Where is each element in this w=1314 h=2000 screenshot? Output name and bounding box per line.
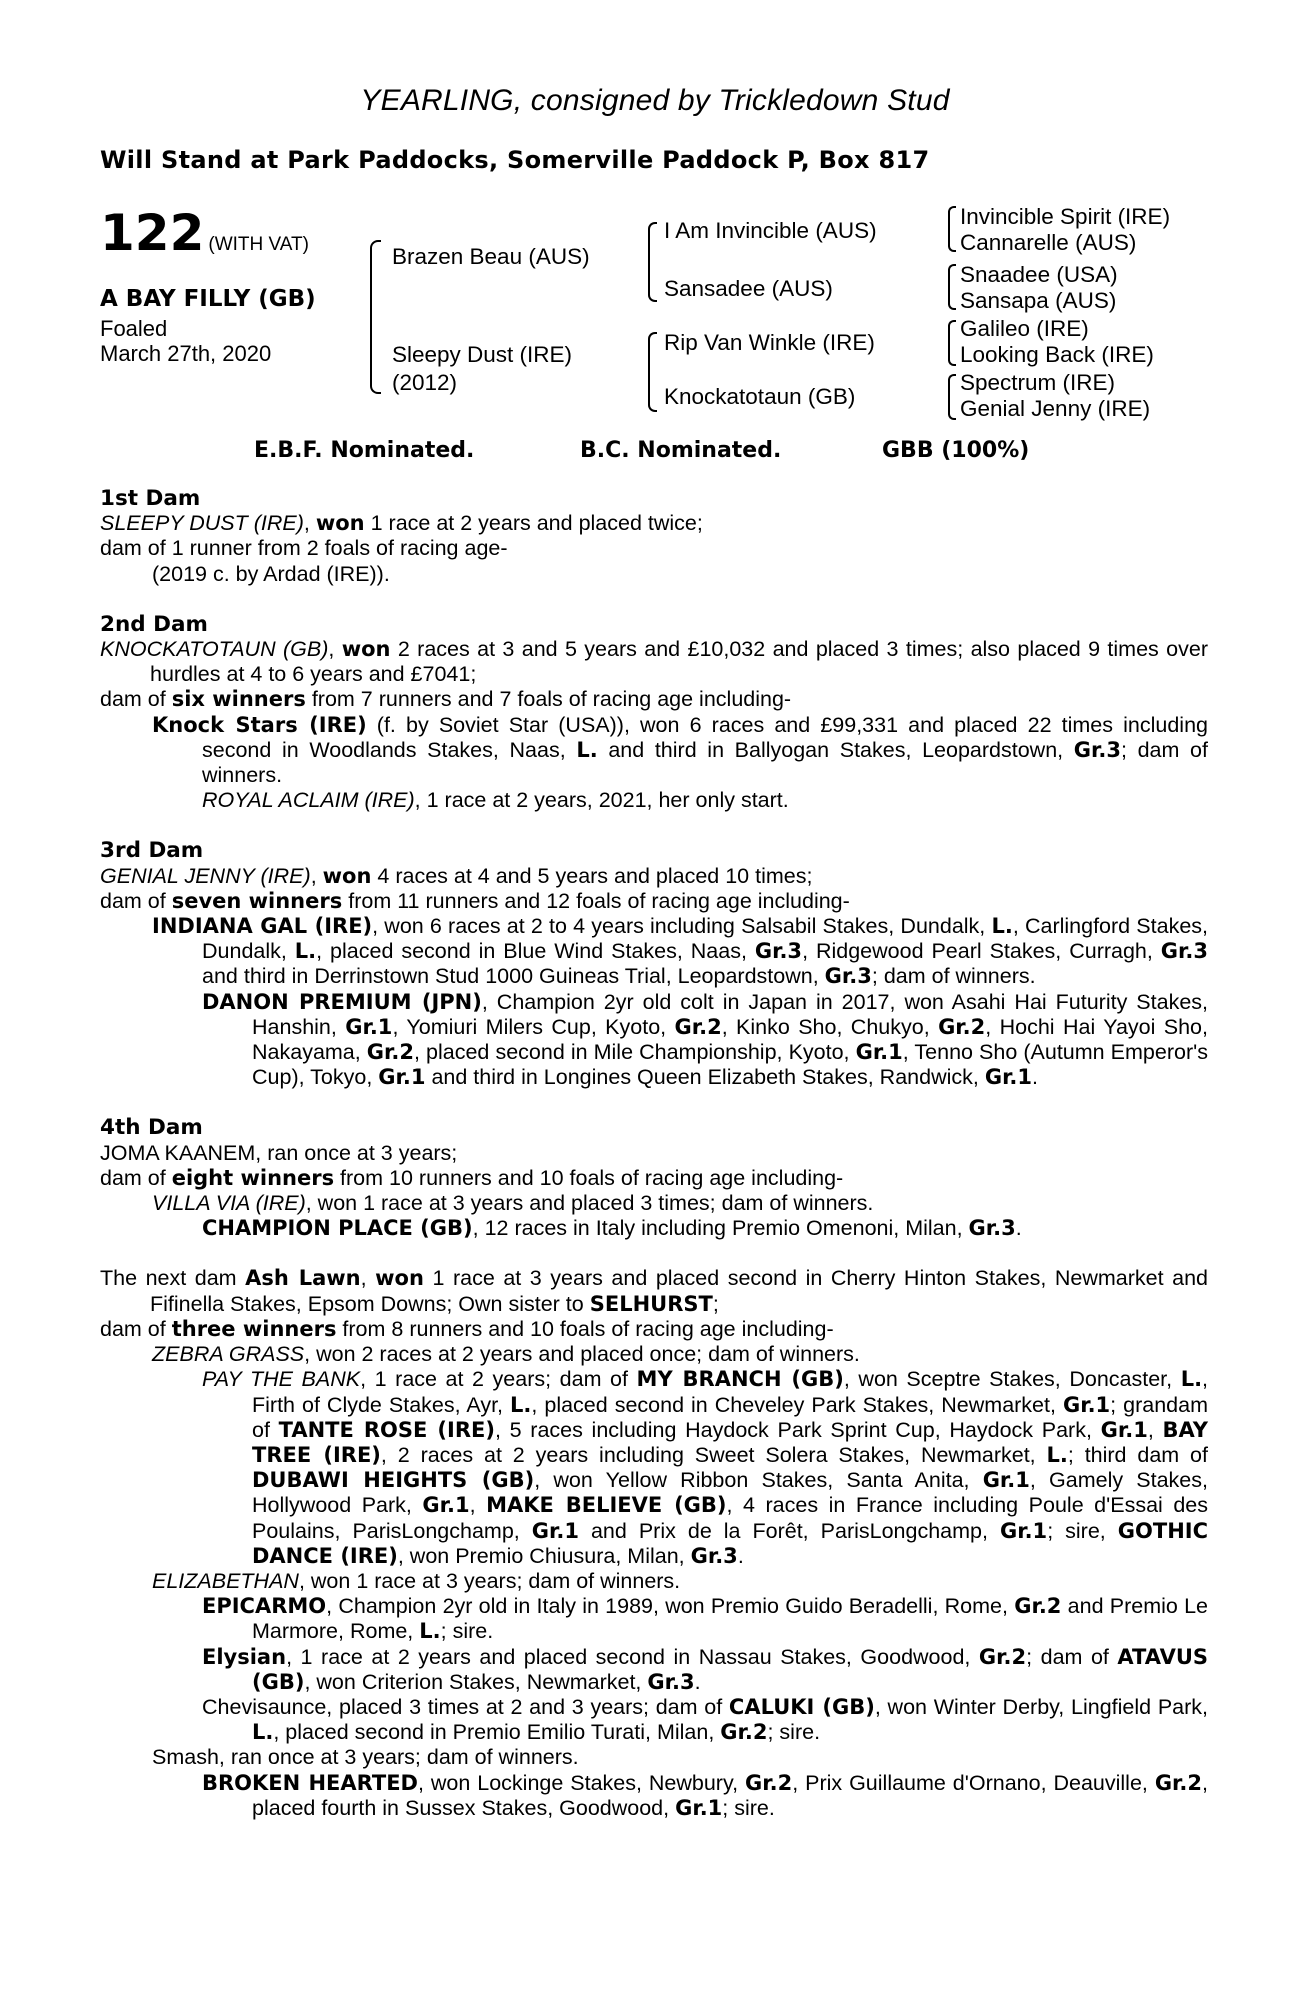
next-dam-runner-elysian: [202, 1645, 1208, 1695]
text-fragment: .: [694, 1669, 701, 1694]
grade-label: Gr.1: [982, 1468, 1030, 1493]
text-fragment: ,: [469, 1493, 487, 1518]
text-fragment: ,: [328, 637, 342, 662]
text-fragment: , 2 races at 2 years including Sweet Solera Stakes, Newmarket,: [380, 1442, 1047, 1467]
ebf-nominated: E.B.F. Nominated.: [254, 438, 475, 463]
text-fragment: from 11 runners and 12 foals of racing age including-: [342, 888, 850, 913]
first-dam-name: SLEEPY DUST (IRE): [100, 511, 304, 536]
text-fragment: , won Winter Derby, Lingfield Park,: [874, 1694, 1208, 1719]
third-dam-runner-1: [152, 914, 1208, 990]
grade-label: Gr.1: [422, 1493, 470, 1518]
text-fragment: (f. by Soviet Star (USA)), won 6 races and £99,331 and placed 22 times including second in Woodlands Stakes, Naas,: [202, 712, 1208, 762]
grade-label: Gr.3: [690, 1543, 738, 1568]
text-fragment: ,: [310, 863, 323, 888]
next-dam-runner-brokenhearted: [202, 1771, 1208, 1821]
text-fragment: ; third dam of: [1067, 1442, 1208, 1467]
text-fragment: dam of: [100, 1316, 172, 1341]
grade-label: Gr.3: [1160, 939, 1208, 964]
grade-label: Gr.1: [345, 1014, 393, 1039]
grade-label: Gr.1: [378, 1065, 426, 1090]
text-fragment: , placed second in Mile Championship, Kyoto,: [414, 1040, 856, 1065]
pedigree-dam-year: (2012): [392, 370, 458, 395]
runner-name: INDIANA GAL (IRE): [152, 914, 373, 939]
pedigree-brace-dd: [948, 374, 956, 420]
next-dam-runner-epicarmo: [202, 1594, 1208, 1644]
text-fragment: , won Lockinge Stakes, Newbury,: [418, 1770, 746, 1795]
next-dam-line: [100, 1266, 1208, 1316]
pedigree-sss: Invincible Spirit (IRE): [960, 204, 1171, 229]
text-fragment: , 1 race at 2 years; dam of: [360, 1367, 637, 1392]
runner-name: Knock Stars (IRE): [152, 712, 367, 737]
pedigree-dds: Spectrum (IRE): [960, 370, 1116, 395]
grade-label: Gr.2: [978, 1644, 1027, 1669]
pedigree-brace-sd: [948, 264, 956, 310]
text-fragment: , Champion 2yr old in Italy in 1989, won Premio Guido Beradelli, Rome,: [326, 1594, 1015, 1619]
second-dam-runner-1: [152, 713, 1208, 789]
text-fragment: dam of: [100, 888, 172, 913]
third-dam-produce: [100, 889, 1208, 914]
lot-number: 122: [100, 204, 205, 262]
text-fragment: , won 1 race at 3 years and placed 3 times; dam of winners.: [305, 1191, 874, 1216]
pedigree-dsd: Looking Back (IRE): [960, 342, 1154, 367]
runner-name: DANON PREMIUM (JPN): [202, 989, 482, 1014]
grade-label: Gr.2: [674, 1014, 722, 1039]
text-fragment: Chevisaunce, placed 3 times at 2 and 3 years; dam of: [202, 1694, 729, 1719]
horse-name: A BAY FILLY (GB): [100, 286, 316, 312]
runner-name: DUBAWI HEIGHTS (GB): [252, 1468, 535, 1493]
text-fragment: 1 race at 3 years and placed second in Cherry Hinton Stakes, Newmarket and Fifinella Stakes, Epsom Downs; Own sister to: [150, 1266, 1208, 1316]
first-dam-foal: (2019 c. by Ardad (IRE)).: [152, 561, 390, 586]
vat-label: (WITH VAT): [208, 234, 309, 255]
fourth-dam-produce: [100, 1166, 1208, 1191]
grade-label: L.: [252, 1720, 274, 1745]
text-fragment: , won 1 race at 3 years; dam of winners.: [298, 1568, 681, 1593]
text-fragment: , won Yellow Ribbon Stakes, Santa Anita,: [534, 1468, 983, 1493]
runner-name: ZEBRA GRASS: [152, 1342, 305, 1367]
grade-label: Gr.3: [968, 1216, 1016, 1241]
text-fragment: , placed second in Blue Wind Stakes, Naas,: [316, 939, 755, 964]
runner-name: ELIZABETHAN: [152, 1568, 299, 1593]
second-dam-name: KNOCKATOTAUN (GB): [100, 637, 329, 662]
third-dam-line: [100, 864, 1208, 889]
next-dam-runner-paythebank: [202, 1367, 1208, 1569]
text-fragment: ; grandam of: [252, 1392, 1208, 1442]
second-dam-heading: 2nd Dam: [100, 611, 208, 637]
text-fragment: , won Premio Chiusura, Milan,: [397, 1543, 691, 1568]
winners-count: six winners: [171, 687, 306, 712]
grade-label: Gr.1: [855, 1040, 903, 1065]
next-dam-runner-elizabethan: [152, 1569, 1208, 1594]
text-fragment: and third in Longines Queen Elizabeth Stakes, Randwick,: [425, 1065, 985, 1090]
spacer: [100, 813, 1208, 838]
third-dam-heading: 3rd Dam: [100, 838, 204, 864]
pedigree-ssd: Cannarelle (AUS): [960, 230, 1137, 255]
pedigree-sdd: Sansapa (AUS): [960, 288, 1117, 313]
text-fragment: and Premio Le Marmore, Rome,: [252, 1594, 1208, 1644]
pedigree-dam-sire: Rip Van Winkle (IRE): [664, 330, 875, 355]
text-fragment: , 5 races including Haydock Park Sprint Cup, Haydock Park,: [494, 1417, 1101, 1442]
text-fragment: 1 race at 2 years and placed twice;: [364, 511, 703, 536]
spacer: [100, 1241, 1208, 1266]
text-fragment: ,: [1147, 1417, 1163, 1442]
pedigree-brace-gen1: [370, 240, 381, 394]
lot-number-block: [100, 204, 309, 262]
pedigree-brace-sire: [648, 222, 657, 302]
text-fragment: , won 6 races at 2 to 4 years including Salsabil Stakes, Dundalk,: [372, 914, 992, 939]
grade-label: L.: [294, 939, 317, 964]
grade-label: Gr.3: [647, 1669, 695, 1694]
second-dam-line: [100, 637, 1208, 687]
text-fragment: , Tenno Sho (Autumn Emperor's Cup), Tokyo,: [252, 1040, 1208, 1090]
runner-name: EPICARMO: [202, 1594, 327, 1619]
grade-label: Gr.2: [366, 1040, 414, 1065]
pedigree-sire-sire: I Am Invincible (AUS): [664, 218, 877, 243]
runner-name: TANTE ROSE (IRE): [278, 1417, 495, 1442]
text-fragment: ; dam of winners.: [871, 964, 1036, 989]
winners-count: seven winners: [171, 888, 343, 913]
text-fragment: , Yomiuri Milers Cup, Kyoto,: [392, 1014, 675, 1039]
text-fragment: 2 races at 3 and 5 years and £10,032 and placed 3 times; also placed 9 times over hurdles at 4 to 6 years and £7041;: [150, 637, 1208, 687]
text-fragment: , placed fourth in Sussex Stakes, Goodwood,: [252, 1770, 1208, 1820]
runner-name: BAY TREE (IRE): [252, 1417, 1208, 1467]
grade-label: Gr.1: [984, 1065, 1033, 1090]
grade-label: Gr.2: [1014, 1594, 1062, 1619]
pedigree-sds: Snaadee (USA): [960, 262, 1118, 287]
fourth-dam-runner-1: [152, 1191, 1208, 1216]
next-dam-runner-smash: Smash, ran once at 3 years; dam of winners.: [152, 1745, 579, 1770]
text-fragment: ,: [303, 511, 316, 536]
grade-label: L.: [1180, 1367, 1203, 1392]
won-label: won: [315, 511, 365, 536]
pedigree-sire-dam: Sansadee (AUS): [664, 276, 833, 301]
grade-label: Gr.3: [824, 964, 872, 989]
runner-name: GOTHIC DANCE (IRE): [252, 1518, 1208, 1568]
foaled-date: March 27th, 2020: [100, 341, 272, 366]
text-fragment: and Prix de la Forêt, ParisLongchamp,: [578, 1518, 1000, 1543]
fourth-dam-heading: 4th Dam: [100, 1115, 203, 1141]
text-fragment: ,: [360, 1266, 376, 1291]
text-fragment: , Prix Guillaume d'Ornano, Deauville,: [792, 1770, 1155, 1795]
text-fragment: .: [1032, 1065, 1039, 1090]
text-fragment: .: [737, 1543, 744, 1568]
text-fragment: dam of: [100, 1165, 172, 1190]
next-dam-produce: [100, 1317, 1208, 1342]
runner-name: ATAVUS (GB): [252, 1644, 1208, 1694]
bc-nominated: B.C. Nominated.: [580, 438, 782, 463]
text-fragment: ;: [712, 1291, 719, 1316]
page-header: YEARLING, consigned by Trickledown Stud: [360, 84, 950, 117]
text-fragment: ; sire,: [1047, 1518, 1118, 1543]
won-label: won: [322, 863, 372, 888]
text-fragment: from 7 runners and 7 foals of racing age including-: [305, 687, 792, 712]
text-fragment: , Ridgewood Pearl Stakes, Curragh,: [802, 939, 1161, 964]
grade-label: Gr.1: [1100, 1417, 1148, 1442]
winners-count: eight winners: [171, 1165, 335, 1190]
text-fragment: , 1 race at 2 years, 2021, her only start.: [414, 788, 789, 813]
text-fragment: , won Criterion Stakes, Newmarket,: [304, 1669, 648, 1694]
pedigree-ddd: Genial Jenny (IRE): [960, 396, 1151, 421]
gbb-status: GBB (100%): [882, 438, 1030, 463]
text-fragment: , Champion 2yr old colt in Japan in 2017, won Asahi Hai Futurity Stakes, Hanshin,: [252, 989, 1209, 1039]
grade-label: L.: [419, 1619, 441, 1644]
grade-label: Gr.1: [675, 1795, 723, 1820]
text-fragment: ; dam of winners.: [202, 737, 1208, 788]
grade-label: L.: [1046, 1442, 1068, 1467]
grade-label: Gr.2: [938, 1014, 986, 1039]
text-fragment: and third in Ballyogan Stakes, Leopardstown,: [597, 737, 1074, 762]
pedigree-sire: Brazen Beau (AUS): [392, 244, 590, 269]
pedigree-brace-dam: [648, 332, 657, 412]
first-dam-produce: dam of 1 runner from 2 foals of racing age-: [100, 536, 508, 561]
second-dam-runner-2: [202, 788, 1208, 813]
pedigree-dam-dam: Knockatotaun (GB): [664, 384, 856, 409]
next-dam-name: Ash Lawn: [245, 1266, 361, 1291]
runner-name: MY BRANCH (GB): [636, 1367, 844, 1392]
winners-count: three winners: [171, 1316, 337, 1341]
text-fragment: ; dam of: [1026, 1644, 1118, 1669]
grade-label: Gr.2: [720, 1720, 768, 1745]
runner-name: Elysian: [202, 1644, 287, 1669]
grade-label: L.: [991, 914, 1013, 939]
text-fragment: and third in Derrinstown Stud 1000 Guineas Trial, Leopardstown,: [202, 964, 825, 989]
runner-name: BROKEN HEARTED: [202, 1770, 418, 1795]
text-fragment: from 8 runners and 10 foals of racing age including-: [336, 1316, 834, 1341]
text-fragment: , 12 races in Italy including Premio Omenoni, Milan,: [472, 1216, 969, 1241]
text-fragment: 4 races at 4 and 5 years and placed 10 times;: [371, 863, 813, 888]
spacer: [100, 587, 1208, 612]
text-fragment: , won 2 races at 2 years and placed once; dam of winners.: [304, 1342, 860, 1367]
grade-label: Gr.2: [745, 1770, 793, 1795]
first-dam-line: [100, 511, 1208, 536]
next-dam-runner-chevisaunce: [202, 1695, 1208, 1745]
text-fragment: The next dam: [100, 1266, 246, 1291]
text-fragment: , Gamely Stakes, Hollywood Park,: [252, 1468, 1208, 1518]
fourth-dam-line: JOMA KAANEM, ran once at 3 years;: [100, 1140, 458, 1165]
text-fragment: , placed second in Premio Emilio Turati, Milan,: [273, 1720, 721, 1745]
text-fragment: , Kinko Sho, Chukyo,: [721, 1014, 939, 1039]
text-fragment: , 4 races in France including Poule d'Essai des Poulains, ParisLongchamp,: [252, 1493, 1208, 1543]
text-fragment: ; sire.: [722, 1795, 775, 1820]
foaled-label: Foaled: [100, 316, 168, 341]
grade-label: Gr.2: [1154, 1770, 1203, 1795]
pedigree-dam: Sleepy Dust (IRE): [392, 342, 573, 367]
text-fragment: dam of: [100, 687, 172, 712]
runner-name: PAY THE BANK: [202, 1367, 361, 1392]
grade-label: Gr.3: [754, 939, 803, 964]
second-dam-produce: [100, 687, 1208, 712]
won-label: won: [341, 637, 391, 662]
grade-label: Gr.1: [531, 1518, 579, 1543]
third-dam-runner-2: [202, 990, 1208, 1091]
grade-label: Gr.3: [1073, 737, 1121, 762]
grade-label: Gr.1: [999, 1518, 1048, 1543]
won-label: won: [375, 1266, 424, 1291]
third-dam-name: GENIAL JENNY (IRE): [100, 863, 311, 888]
sibling-name: SELHURST: [589, 1291, 713, 1316]
spacer: [100, 1090, 1208, 1115]
pedigree-dss: Galileo (IRE): [960, 316, 1089, 341]
pedigree-brace-ss: [948, 206, 956, 252]
stand-location: Will Stand at Park Paddocks, Somerville Paddock P, Box 817: [100, 146, 930, 174]
text-fragment: .: [1015, 1216, 1022, 1241]
pedigree-brace-ds: [948, 320, 956, 366]
grade-label: L.: [576, 737, 598, 762]
runner-name: CHAMPION PLACE (GB): [202, 1216, 473, 1241]
text-fragment: , 1 race at 2 years and placed second in Nassau Stakes, Goodwood,: [286, 1644, 979, 1669]
text-fragment: from 10 runners and 10 foals of racing age including-: [334, 1165, 844, 1190]
fourth-dam-runner-2: [202, 1216, 1208, 1241]
text-fragment: , placed second in Cheveley Park Stakes, Newmarket,: [531, 1392, 1063, 1417]
text-fragment: ; sire.: [440, 1619, 494, 1644]
runner-name: CALUKI (GB): [728, 1694, 875, 1719]
produce-record: [100, 486, 1208, 1821]
runner-name: MAKE BELIEVE (GB): [486, 1493, 727, 1518]
runner-name: VILLA VIA (IRE): [152, 1191, 306, 1216]
grade-label: Gr.1: [1062, 1392, 1111, 1417]
text-fragment: , won Sceptre Stakes, Doncaster,: [843, 1367, 1181, 1392]
next-dam-runner-zebra: [152, 1342, 1208, 1367]
text-fragment: ; sire.: [767, 1720, 821, 1745]
first-dam-heading: 1st Dam: [100, 486, 201, 511]
runner-name: ROYAL ACLAIM (IRE): [202, 788, 415, 813]
text-fragment: , Hochi Hai Yayoi Sho, Nakayama,: [252, 1014, 1208, 1065]
grade-label: L.: [510, 1392, 532, 1417]
text-fragment: , Firth of Clyde Stakes, Ayr,: [252, 1367, 1209, 1417]
text-fragment: , Carlingford Stakes, Dundalk,: [202, 914, 1208, 964]
